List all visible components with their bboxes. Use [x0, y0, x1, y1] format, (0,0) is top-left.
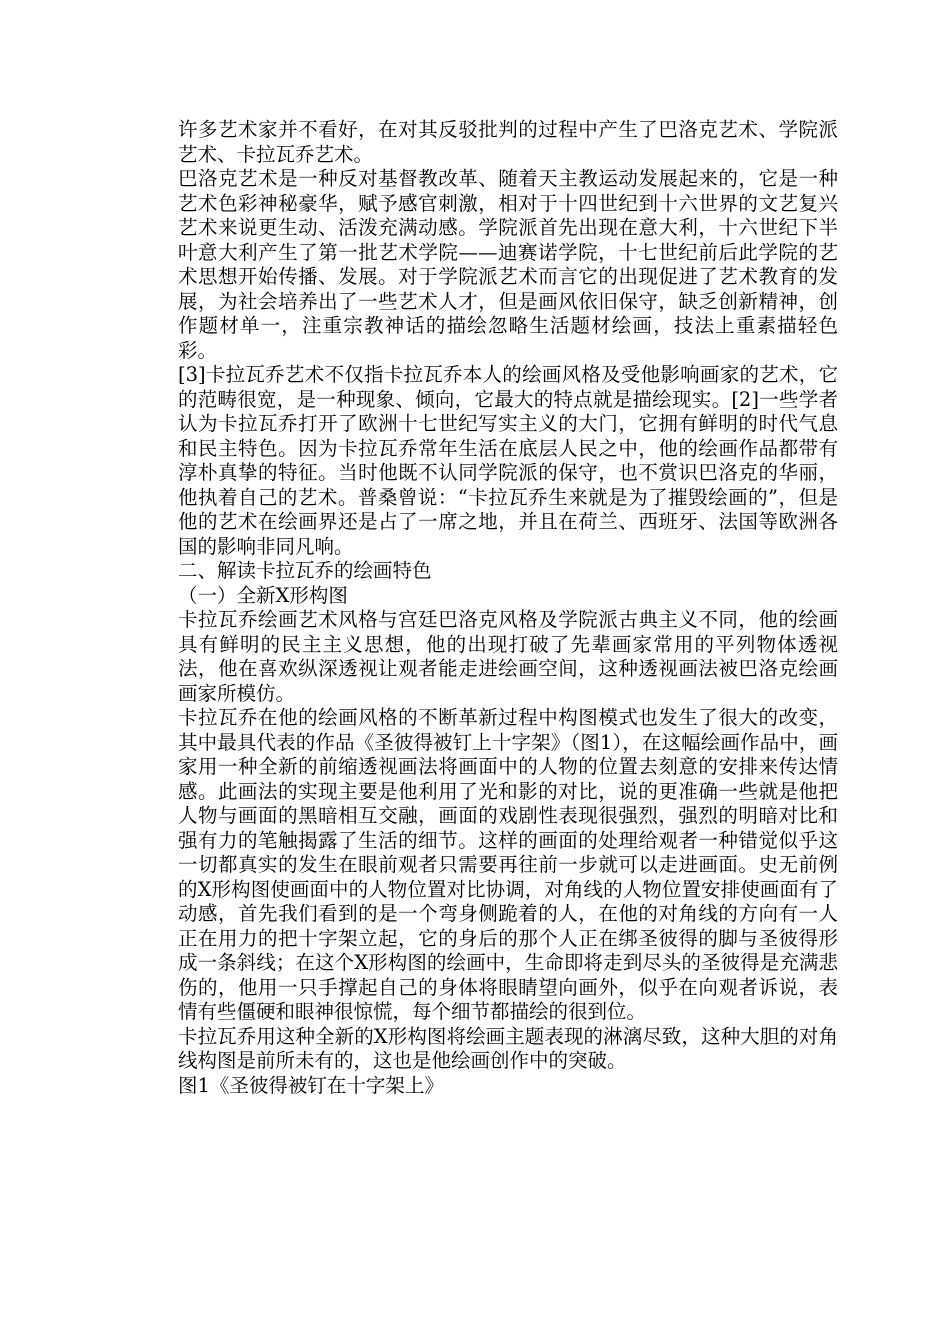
document-page	[178, 118, 838, 1098]
paragraph-breakthrough: 卡拉瓦乔用这种全新的X形构图将绘画主题表现的淋漓尽致，这种大胆的对角线构图是前所未有的，这也是他绘画创作中的突破。	[178, 1024, 838, 1072]
section-heading: 二、解读卡拉瓦乔的绘画特色	[178, 559, 432, 582]
figure-caption: 图1《圣彼得被钉在十字架上》	[178, 1073, 444, 1097]
paragraph-perspective: 卡拉瓦乔绘画艺术风格与宫廷巴洛克风格及学院派古典主义不同，他的绘画具有鲜明的民主主义思想，他的出现打破了先辈画家常用的平列物体透视法，他在喜欢纵深透视让观者能走进绘画空间，这种透视画法被巴洛克绘画画家所模仿。	[178, 608, 838, 705]
paragraph-intro: 许多艺术家并不看好，在对其反驳批判的过程中产生了巴洛克艺术、学院派艺术、卡拉瓦乔艺术。	[178, 118, 838, 166]
subsection-heading: （一）全新X形构图	[178, 583, 348, 607]
paragraph-baroque: 巴洛克艺术是一种反对基督教改革、随着天主教运动发展起来的，它是一种艺术色彩神秘豪华，赋予感官刺激，相对于十四世纪到十六世界的文艺复兴艺术来说更生动、活泼充满动感。学院派首先出现在意大利，十六世纪下半叶意大利产生了第一批艺术学院——迪赛诺学院，十七世纪前后此学院的艺术思想开始传播、发展。对于学院派艺术而言它的出现促进了艺术教育的发展，为社会培养出了一些艺术人才，但是画风依旧保守，缺乏创新精神，创作题材单一，注重宗教神话的描绘忽略生活题材绘画，技法上重素描轻色彩。	[178, 167, 838, 362]
paragraph-caravaggio-art: [3]卡拉瓦乔艺术不仅指卡拉瓦乔本人的绘画风格及受他影响画家的艺术，它的范畴很宽，是一种现象、倾向，它最大的特点就是描绘现实。[2]一些学者认为卡拉瓦乔打开了欧洲十七世纪写实主义的大门，它拥有鲜明的时代气息和民主特色。因为卡拉瓦乔常年生活在底层人民之中，他的绘画作品都带有淳朴真挚的特征。当时他既不认同学院派的保守，也不赏识巴洛克的华丽，他执着自己的艺术。普桑曾说：“卡拉瓦乔生来就是为了摧毁绘画的”，但是他的艺术在绘画界还是占了一席之地，并且在荷兰、西班牙、法国等欧洲各国的影响非同凡响。	[178, 363, 838, 558]
paragraph-composition: 卡拉瓦乔在他的绘画风格的不断革新过程中构图模式也发生了很大的改变，其中最具代表的作品《圣彼得被钉上十字架》（图1），在这幅绘画作品中，画家用一种全新的前缩透视画法将画面中的人物的位置去刻意的安排来传达情感。此画法的实现主要是他利用了光和影的对比，说的更准确一些就是他把人物与画面的黑暗相互交融，画面的戏剧性表现很强烈，强烈的明暗对比和强有力的笔触揭露了生活的细节。这样的画面的处理给观者一种错觉似乎这一切都真实的发生在眼前观者只需要再往前一步就可以走进画面。史无前例的X形构图使画面中的人物位置对比协调，对角线的人物位置安排使画面有了动感，首先我们看到的是一个弯身侧跪着的人，在他的对角线的方向有一人正在用力的把十字架立起，它的身后的那个人正在绑圣彼得的脚与圣彼得形成一条斜线；在这个X形构图的绘画中，生命即将走到尽头的圣彼得是充满悲伤的，他用一只手撑起自己的身体将眼睛望向画外，似乎在向观者诉说，表情有些僵硬和眼神很惊慌，每个细节都描绘的很到位。	[178, 706, 838, 1023]
